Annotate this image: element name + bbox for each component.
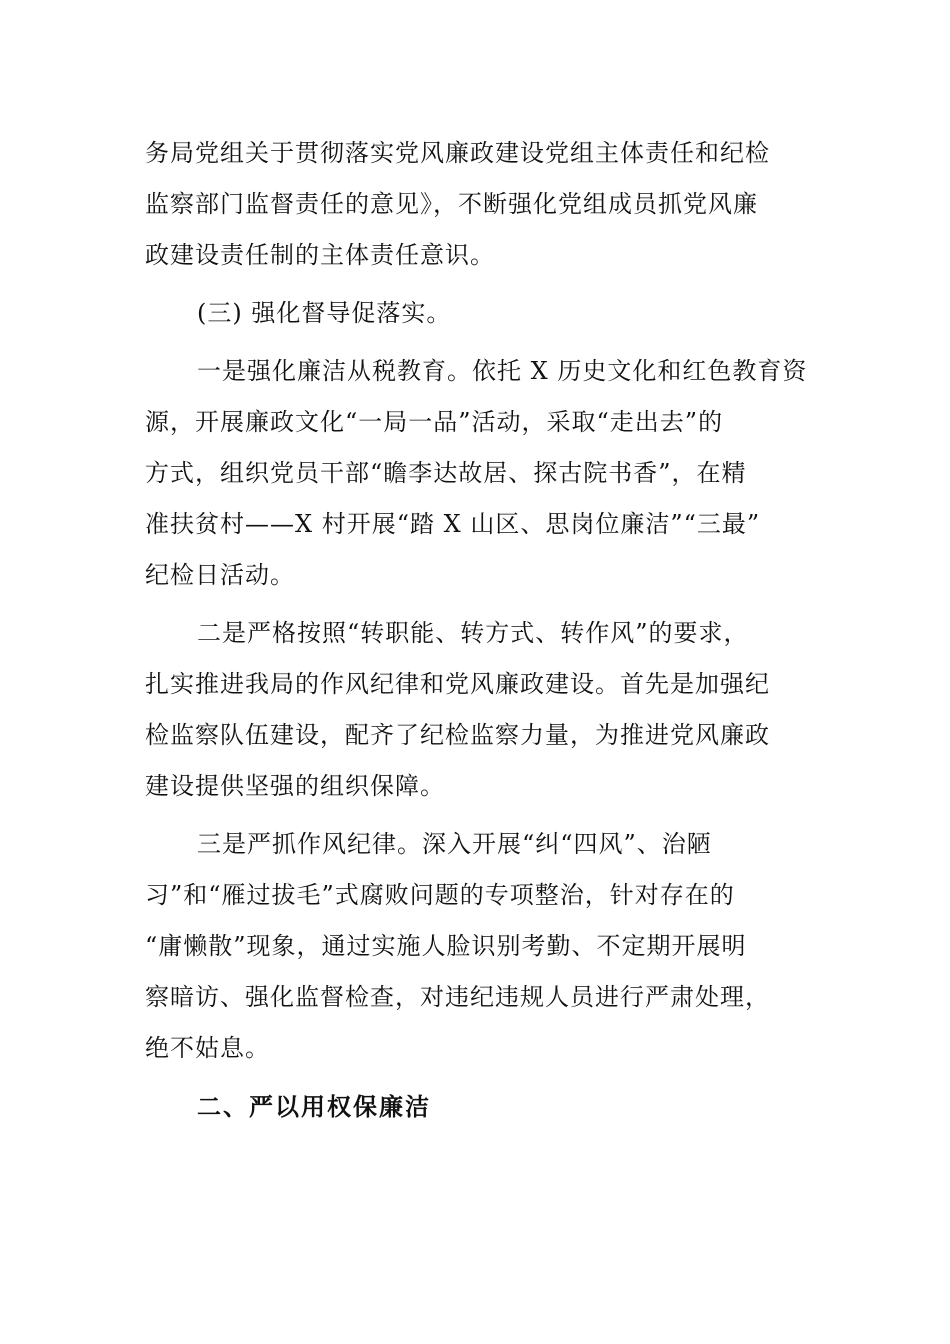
paragraph-line: 方式，组织党员干部“瞻李达故居、探古院书香”，在精 — [145, 459, 747, 487]
paragraph-line: 察暗访、强化监督检查，对违纪违规人员进行严肃处理， — [145, 983, 770, 1011]
paragraph-line: 扎实推进我局的作风纪律和党风廉政建设。首先是加强纪 — [145, 670, 770, 698]
paragraph-line: “庸懒散”现象，通过实施人脸识别考勤、不定期开展明 — [145, 932, 747, 960]
paragraph-line: 习”和“雁过拔毛”式腐败问题的专项整治，针对存在的 — [145, 881, 735, 909]
paragraph-line: 监察部门监督责任的意见》，不断强化党组成员抓党风廉 — [145, 190, 758, 218]
paragraph-line: 纪检日活动。 — [145, 561, 295, 589]
section-heading: 二、严以用权保廉洁 — [197, 1092, 431, 1121]
paragraph-line: 一是强化廉洁从税教育。依托 X 历史文化和红色教育资 — [197, 357, 808, 385]
paragraph-line: 准扶贫村——X 村开展“踏 X 山区、思岗位廉洁”“三最” — [145, 510, 761, 538]
document-body — [145, 128, 808, 1132]
section-subheading: (三) 强化督导促落实。 — [197, 299, 452, 327]
paragraph-line: 检监察队伍建设，配齐了纪检监察力量，为推进党风廉政 — [145, 721, 770, 749]
paragraph-line: 务局党组关于贯彻落实党风廉政建设党组主体责任和纪检 — [145, 139, 770, 167]
paragraph-line: 绝不姑息。 — [145, 1034, 270, 1062]
paragraph-line: 二是严格按照“转职能、转方式、转作风”的要求， — [197, 619, 749, 647]
paragraph-line: 建设提供坚强的组织保障。 — [145, 772, 445, 800]
paragraph-line: 三是严抓作风纪律。深入开展“纠“四风”、治陋 — [197, 830, 712, 858]
paragraph-line: 政建设责任制的主体责任意识。 — [145, 241, 495, 269]
paragraph-line: 源，开展廉政文化“一局一品”活动，采取“走出去”的 — [145, 408, 724, 436]
